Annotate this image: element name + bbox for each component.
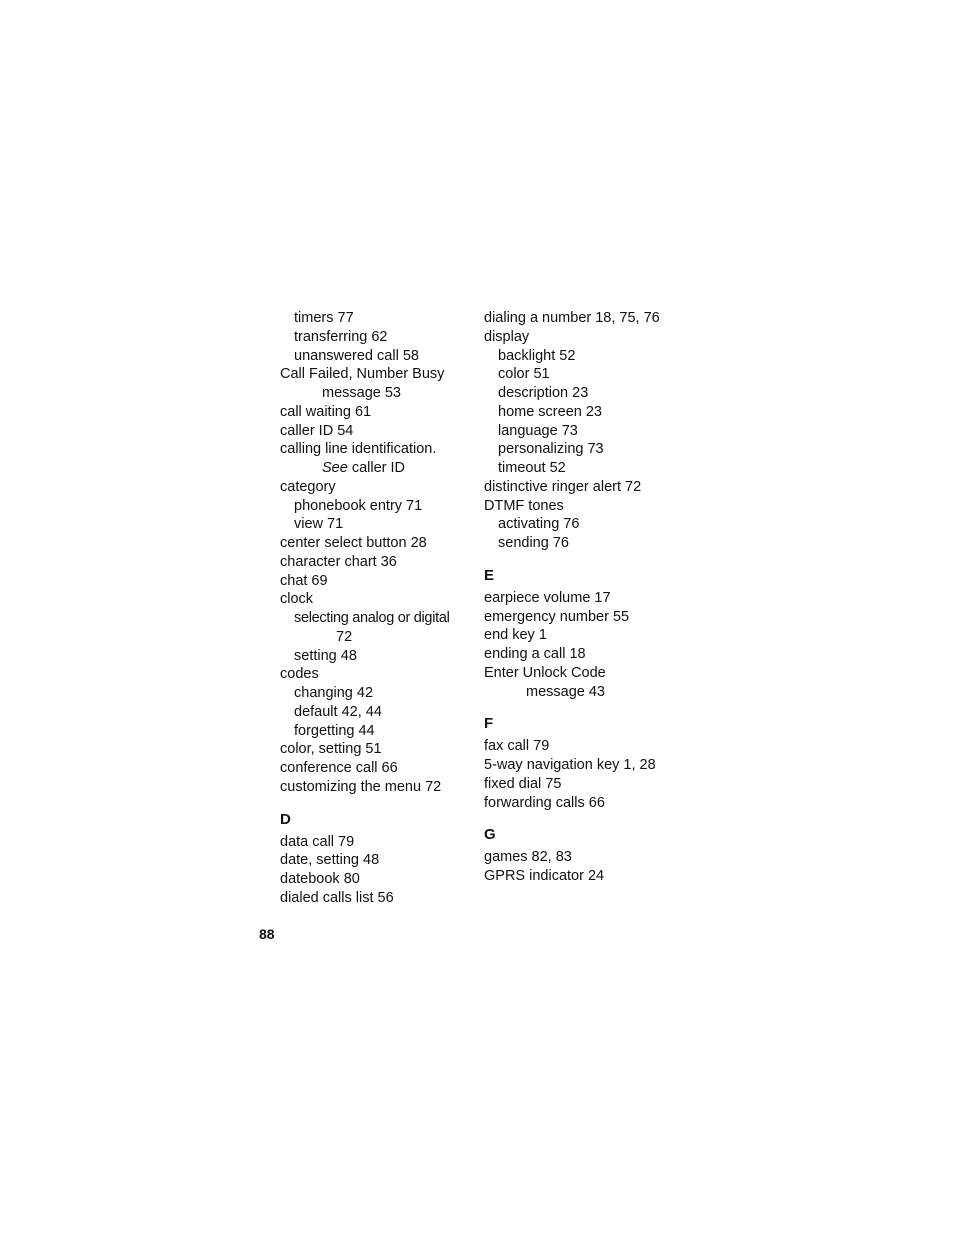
index-entry: dialed calls list 56 (280, 889, 394, 906)
index-entry: selecting analog or digital (294, 610, 450, 626)
index-entry: activating 76 (498, 516, 580, 533)
index-column-left (280, 309, 470, 908)
index-entry: description 23 (498, 385, 589, 401)
index-entry: customizing the menu 72 (280, 778, 442, 795)
index-entry: conference call 66 (280, 760, 398, 776)
index-entry: forwarding calls 66 (484, 794, 605, 811)
index-entry: datebook 80 (280, 871, 360, 887)
index-entry: chat 69 (280, 572, 328, 589)
index-entry: timers 77 (294, 310, 354, 326)
index-entry: fixed dial 75 (484, 775, 562, 792)
index-entry: color, setting 51 (280, 741, 382, 758)
index-entry: character chart 36 (280, 553, 397, 570)
index-entry: center select button 28 (280, 535, 427, 551)
index-entry: forgetting 44 (294, 722, 375, 739)
index-entry: 5-way navigation key 1, 28 (484, 757, 656, 773)
index-entry: caller ID 54 (280, 422, 354, 439)
index-entry: calling line identification. (280, 441, 437, 458)
section-heading-g: G (484, 826, 496, 844)
index-entry: games 82, 83 (484, 849, 572, 866)
index-entry: DTMF tones (484, 497, 564, 514)
cross-reference-target: caller ID (347, 460, 406, 476)
index-entry: category (280, 478, 336, 495)
index-entry: emergency number 55 (484, 608, 630, 625)
index-entry: language 73 (498, 422, 578, 439)
index-entry: GPRS indicator 24 (484, 868, 605, 884)
index-entry: sending 76 (498, 535, 569, 551)
index-entry: earpiece volume 17 (484, 589, 611, 606)
index-entry: end key 1 (484, 627, 547, 644)
index-entry: Call Failed, Number Busy (280, 366, 445, 383)
section-heading-d: D (280, 810, 291, 828)
index-entry: ending a call 18 (484, 646, 586, 662)
index-entry: dialing a number 18, 75, 76 (484, 310, 660, 326)
index-entry: transferring 62 (294, 328, 388, 345)
index-entry: codes (280, 666, 319, 683)
index-entry: color 51 (498, 366, 550, 383)
section-heading-f: F (484, 715, 494, 733)
index-entry: data call 79 (280, 833, 355, 850)
page-number: 88 (259, 926, 275, 942)
index-entry: Enter Unlock Code (484, 664, 606, 681)
index-entry: personalizing 73 (498, 441, 604, 458)
index-entry: changing 42 (294, 685, 374, 701)
index-entry-cross-reference (280, 459, 470, 478)
index-entry: default 42, 44 (294, 703, 382, 720)
index-entry: fax call 79 (484, 738, 550, 755)
index-entry: message 43 (526, 683, 605, 700)
index-entry: home screen 23 (498, 403, 602, 420)
index-entry: date, setting 48 (280, 852, 380, 869)
index-entry: setting 48 (294, 647, 357, 664)
index-entry: backlight 52 (498, 347, 576, 364)
index-entry: phonebook entry 71 (294, 497, 423, 514)
section-heading-e: E (484, 566, 495, 584)
index-entry: call waiting 61 (280, 403, 372, 420)
index-entry: display (484, 328, 530, 345)
index-entry: message 53 (322, 385, 401, 401)
index-entry: clock (280, 591, 314, 608)
index-entry: 72 (336, 628, 353, 645)
index-entry: view 71 (294, 516, 344, 533)
index-entry: unanswered call 58 (294, 347, 419, 364)
index-entry: timeout 52 (498, 460, 566, 476)
index-column-right (484, 309, 674, 886)
index-entry: distinctive ringer alert 72 (484, 478, 642, 495)
see-label: See (322, 460, 348, 476)
